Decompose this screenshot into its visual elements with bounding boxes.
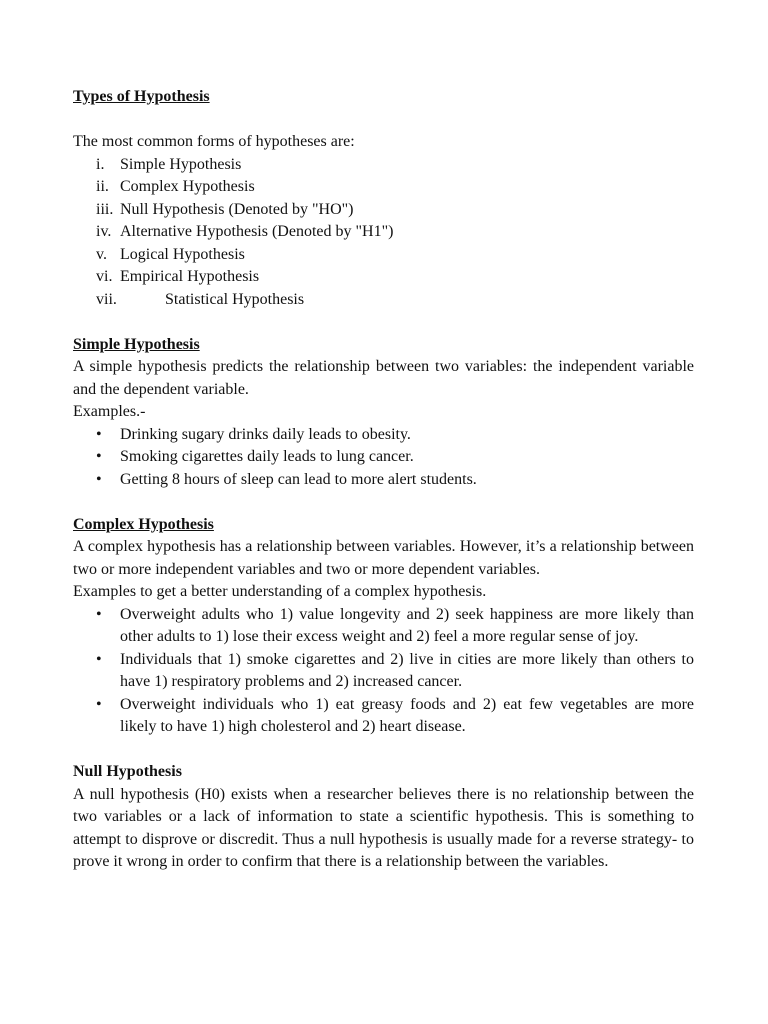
complex-body: A complex hypothesis has a relationship between variables. However, it’s a relationship between two or more independent variables and two or more dependent variables. (73, 538, 694, 578)
list-item (73, 221, 694, 244)
list-number: iii. (96, 200, 114, 218)
bullet-icon: • (96, 650, 102, 668)
list-item-text: Smoking cigarettes daily leads to lung cancer. (120, 448, 414, 465)
list-item-text: Overweight adults who 1) value longevity and 2) seek happiness are more likely than other adults to 1) lose their excess weight and 2) feel a more regular sense of joy. (120, 605, 694, 645)
list-item (73, 199, 694, 222)
list-item-text: Getting 8 hours of sleep can lead to more alert students. (120, 470, 477, 488)
simple-examples-list (73, 424, 694, 492)
null-body: A null hypothesis (H0) exists when a researcher believes there is no relationship between the two variables or a lack of information to state a scientific hypothesis. This is something to attempt to disprove or discredit. Thus a null hypothesis is usually made for a reverse strategy- to prove it wrong in order to confirm that there is a relationship between the variables. (73, 785, 694, 870)
bullet-icon: • (96, 695, 102, 713)
simple-examples-label: Examples.- (73, 403, 146, 420)
list-item-text: Logical Hypothesis (120, 245, 245, 263)
list-item-text: Drinking sugary drinks daily leads to obesity. (120, 425, 411, 443)
list-item (73, 469, 694, 492)
list-item-text: Empirical Hypothesis (120, 268, 260, 285)
bullet-icon: • (96, 470, 102, 488)
list-number: v. (96, 245, 107, 263)
list-number: i. (96, 155, 105, 173)
document-page (73, 86, 694, 874)
list-item (73, 694, 694, 739)
list-item-text: Overweight individuals who 1) eat greasy foods and 2) eat few vegetables are more likely to have 1) high cholesterol and 2) heart disease. (120, 695, 694, 735)
intro-lead: The most common forms of hypotheses are: (73, 133, 355, 150)
list-item (73, 446, 694, 469)
list-item (73, 289, 694, 312)
simple-body: A simple hypothesis predicts the relationship between two variables: the independent variable and the dependent variable. (73, 358, 694, 398)
list-item (73, 604, 694, 649)
bullet-icon: • (96, 605, 102, 623)
complex-examples-list (73, 604, 694, 739)
list-item-text: Complex Hypothesis (120, 178, 255, 195)
list-item-text: Null Hypothesis (Denoted by "HO") (120, 200, 354, 218)
list-number: iv. (96, 223, 112, 240)
list-number: vi. (96, 268, 113, 285)
list-number: ii. (96, 178, 109, 195)
list-item-text: Simple Hypothesis (120, 155, 242, 173)
bullet-icon: • (96, 425, 102, 443)
list-item (73, 424, 694, 447)
list-item-text: Statistical Hypothesis (165, 290, 305, 308)
heading-simple-hypothesis: Simple Hypothesis (73, 335, 200, 353)
list-item (73, 154, 694, 177)
list-item-text: Alternative Hypothesis (Denoted by "H1") (120, 223, 394, 240)
list-item (73, 176, 694, 199)
list-item-text: Individuals that 1) smoke cigarettes and 2) live in cities are more likely than others to have 1) respiratory problems and 2) increased cancer. (120, 650, 694, 690)
list-item (73, 244, 694, 267)
complex-examples-label: Examples to get a better understanding of a complex hypothesis. (73, 583, 487, 600)
hypothesis-types-list (73, 154, 694, 312)
heading-types-of-hypothesis: Types of Hypothesis (73, 88, 210, 105)
heading-null-hypothesis: Null Hypothesis (73, 763, 182, 780)
bullet-icon: • (96, 448, 102, 465)
heading-complex-hypothesis: Complex Hypothesis (73, 515, 214, 533)
list-number: vii. (96, 290, 117, 308)
list-item (73, 649, 694, 694)
list-item (73, 266, 694, 289)
